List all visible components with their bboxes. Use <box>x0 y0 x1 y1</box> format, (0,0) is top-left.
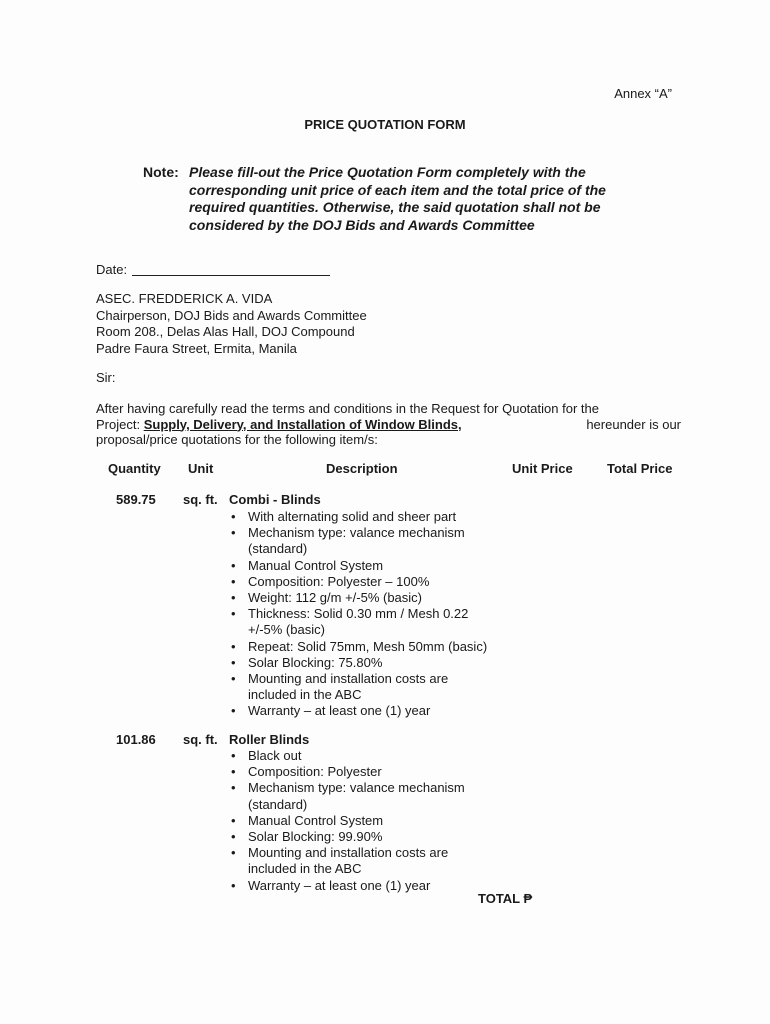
intro-line: After having carefully read the terms and conditions in the Request for Quotation for the <box>96 401 599 416</box>
spec-bullet <box>229 509 487 525</box>
spec-bullet <box>229 764 465 780</box>
note-line: considered by the DOJ Bids and Awards Committee <box>189 216 535 233</box>
note-line: corresponding unit price of each item and the total price of the <box>189 181 606 198</box>
spec-bullet <box>229 703 487 719</box>
item-title: Roller Blinds <box>229 732 310 747</box>
spec-bullet-text: • Solar Blocking: 99.90% <box>248 829 383 845</box>
intro-paragraph <box>96 401 681 448</box>
spec-bullet-text: • Manual Control System <box>248 812 384 828</box>
spec-bullet-text: • Mounting and installation costs are <box>248 845 449 861</box>
note-label: Note: <box>143 164 179 180</box>
spec-bullet <box>229 671 487 703</box>
addressee-name: ASEC. FREDDERICK A. VIDA <box>96 291 273 306</box>
annex-label: Annex “A” <box>614 86 672 101</box>
header-unit: Unit <box>188 461 214 476</box>
spec-bullet <box>229 748 465 764</box>
spec-bullet <box>229 525 487 557</box>
spec-bullet <box>229 780 465 812</box>
salutation: Sir: <box>96 370 116 385</box>
item-unit: sq. ft. <box>183 492 218 507</box>
header-description: Description <box>326 461 398 476</box>
spec-bullet-text: • Warranty – at least one (1) year <box>248 877 431 893</box>
item-quantity: 101.86 <box>116 732 156 747</box>
spec-bullet <box>229 878 465 894</box>
spec-bullet <box>229 845 465 877</box>
date-blank-field[interactable] <box>132 275 330 276</box>
addressee-block <box>96 291 367 357</box>
spec-bullet-text: (standard) <box>248 541 308 557</box>
date-label: Date: <box>96 262 128 277</box>
item-spec-list <box>229 509 487 720</box>
spec-bullet <box>229 639 487 655</box>
addressee-street: Padre Faura Street, Ermita, Manila <box>96 340 297 356</box>
spec-bullet-text: • Manual Control System <box>248 557 384 573</box>
spec-bullet-text: • Warranty – at least one (1) year <box>248 703 431 719</box>
item-unit: sq. ft. <box>183 732 218 747</box>
item-title: Combi - Blinds <box>229 492 321 507</box>
spec-bullet-text: • Solar Blocking: 75.80% <box>248 654 383 670</box>
page-title: PRICE QUOTATION FORM <box>304 117 466 132</box>
spec-bullet-text: • Mounting and installation costs are <box>248 671 449 687</box>
project-name: Supply, Delivery, and Installation of Window Blinds, <box>143 416 462 432</box>
header-total-price: Total Price <box>607 461 673 476</box>
spec-bullet-text: +/-5% (basic) <box>248 622 325 638</box>
spec-bullet-text: • Black out <box>248 748 302 763</box>
spec-bullet-text: • With alternating solid and sheer part <box>248 509 457 524</box>
spec-bullet-text: • Weight: 112 g/m +/-5% (basic) <box>248 590 423 606</box>
spec-bullet <box>229 590 487 606</box>
header-unit-price: Unit Price <box>512 461 573 476</box>
spec-bullet-text: • Mechanism type: valance mechanism <box>248 780 465 796</box>
addressee-position: Chairperson, DOJ Bids and Awards Committee <box>96 307 367 323</box>
spec-bullet <box>229 813 465 829</box>
spec-bullet <box>229 829 465 845</box>
total-label: TOTAL ₱ <box>478 891 533 906</box>
spec-bullet <box>229 606 487 638</box>
spec-bullet-text: • Mechanism type: valance mechanism <box>248 525 465 541</box>
spec-bullet-text: (standard) <box>248 796 308 812</box>
item-quantity: 589.75 <box>116 492 156 507</box>
spec-bullet-text: included in the ABC <box>248 687 362 703</box>
note-line: required quantities. Otherwise, the said quotation shall not be <box>189 199 601 215</box>
note-line: Please fill-out the Price Quotation Form completely with the <box>189 164 586 180</box>
item-spec-list <box>229 748 465 894</box>
spec-bullet-text: included in the ABC <box>248 861 362 877</box>
note-text <box>189 164 669 234</box>
spec-bullet-text: • Thickness: Solid 0.30 mm / Mesh 0.22 <box>248 606 469 622</box>
project-prefix: Project: <box>96 416 141 432</box>
header-quantity: Quantity <box>108 461 161 476</box>
intro-line: proposal/price quotations for the following item/s: <box>96 432 378 447</box>
addressee-room: Room 208., Delas Alas Hall, DOJ Compound <box>96 324 355 339</box>
intro-line-project <box>96 417 681 433</box>
spec-bullet <box>229 574 487 590</box>
spec-bullet-text: • Composition: Polyester <box>248 764 382 780</box>
spec-bullet-text: • Repeat: Solid 75mm, Mesh 50mm (basic) <box>248 638 488 654</box>
spec-bullet <box>229 558 487 574</box>
project-suffix: hereunder is our <box>586 416 681 432</box>
spec-bullet <box>229 655 487 671</box>
date-row <box>96 262 330 277</box>
spec-bullet-text: • Composition: Polyester – 100% <box>248 573 430 589</box>
